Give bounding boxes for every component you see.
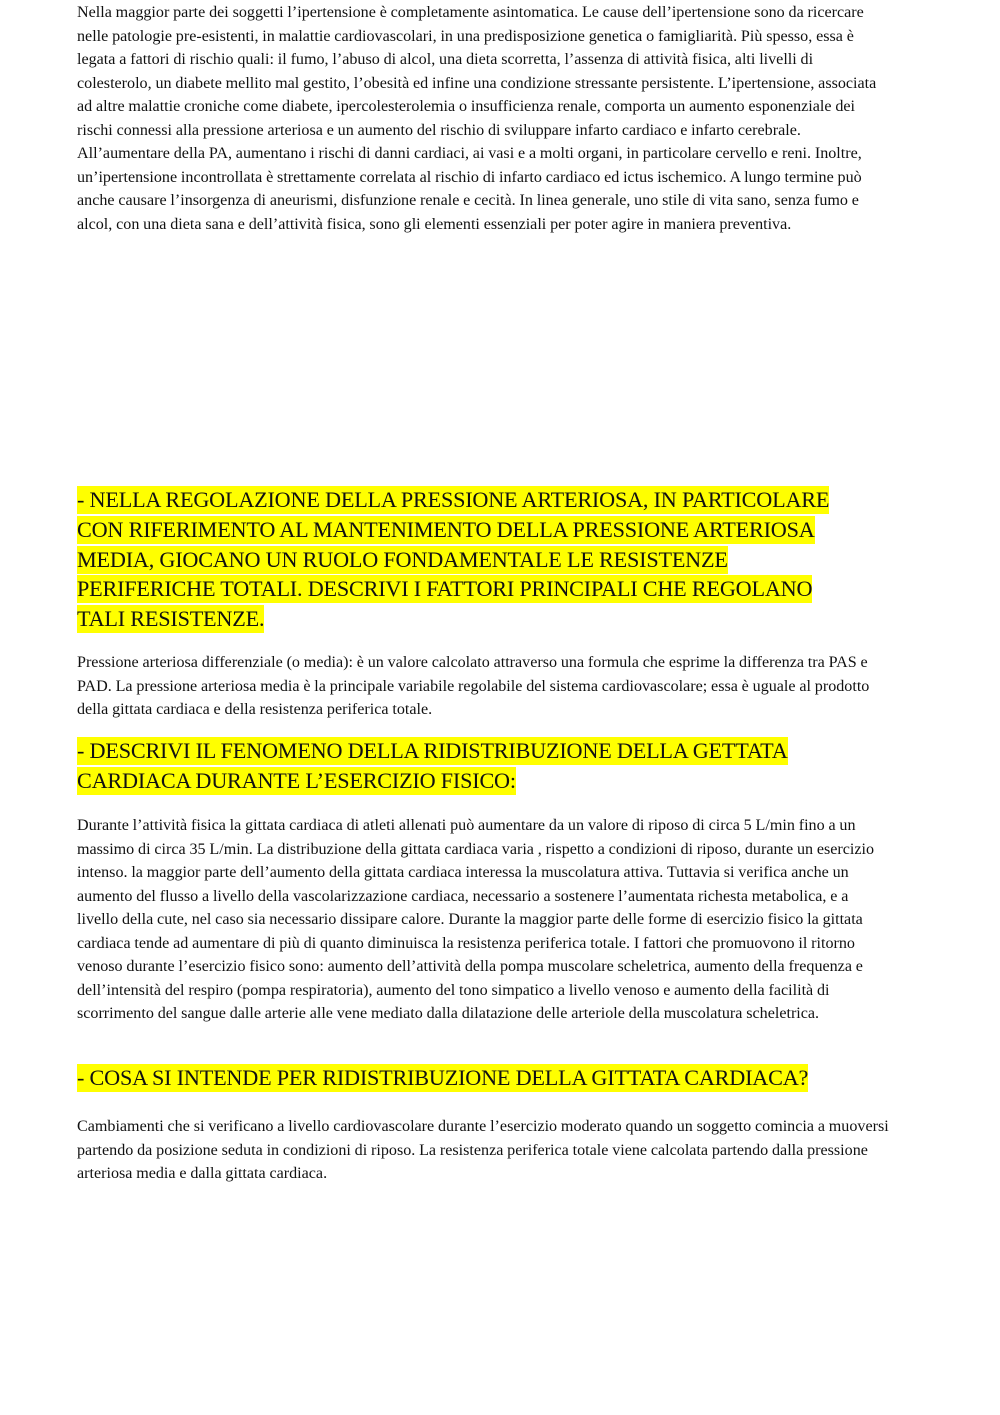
highlighted-heading-text: - NELLA REGOLAZIONE DELLA PRESSIONE ARTERIOSA, IN PARTICOLARE CON RIFERIMENTO AL MANTENIMENTO DELLA PRESSIONE ARTERIOSA MEDIA, GIOCANO UN RUOLO FONDAMENTALE LE RESISTENZE PERIFERICHE TOTALI. DESCRIVI I FATTORI PRINCIPALI CHE REGOLANO TALI RESISTENZE. [77,487,830,632]
blank-space [77,290,877,470]
intro-paragraph: Nella maggior parte dei soggetti l’ipertensione è completamente asintomatica. Le cause dell’ipertensione sono da ricercare nelle patologie pre-esistenti, in malattie cardiovascolari, in una predisposizione genetica o famigliarità. Più spesso, essa è legata a fattori di rischio quali: il fumo, l’abuso di alcol, una dieta scorretta, l’assenza di attività fisica, alti livelli di colesterolo, un diabete mellito mal gestito, l’obesità ed infine una condizione stressante persistente. L’ipertensione, associata ad altre malattie croniche come diabete, ipercolesterolemia o insufficienza renale, comporta un aumento esponenziale dei rischi connessi alla pressione arteriosa e un aumento del rischio di sviluppare infarto cardiaco e infarto cerebrale. All’aumentare della PA, aumentano i rischi di danni cardiaci, ai vasi e a molti organi, in particolare cervello e reni. Inoltre, un’ipertensione incontrollata è strettamente correlata al rischio di infarto cardiaco ed ictus ischemico. A lungo termine può anche causare l’insorgenza di aneurismi, disfunzione renale e cecità. In linea generale, uno stile di vita sano, senza fumo e alcol, con una dieta sana e dell’attività fisica, sono gli elementi essenziali per poter agire in maniera preventiva. [77,4,877,233]
section-heading-ridistribuzione-esercizio [77,736,817,796]
section-heading-resistenze [77,485,837,634]
section-heading-ridistribuzione-definizione [77,1063,877,1093]
highlighted-heading-text: - COSA SI INTENDE PER RIDISTRIBUZIONE DELLA GITTATA CARDIACA? [77,1065,809,1090]
section-body-ridistribuzione-definizione: Cambiamenti che si verificano a livello cardiovascolare durante l’esercizio moderato quando un soggetto comincia a muoversi partendo da posizione seduta in condizioni di riposo. La resistenza periferica totale viene calcolata partendo dalla pressione arteriosa media e dalla gittata cardiaca. [77,1118,889,1182]
highlighted-heading-text: - DESCRIVI IL FENOMENO DELLA RIDISTRIBUZIONE DELLA GETTATA CARDIACA DURANTE L’ESERCIZIO FISICO: [77,738,788,793]
section-body-ridistribuzione-esercizio: Durante l’attività fisica la gittata cardiaca di atleti allenati può aumentare da un valore di riposo di circa 5 L/min fino a un massimo di circa 35 L/min. La distribuzione della gittata cardiaca varia , rispetto a condizioni di riposo, durante un esercizio intenso. la maggior parte dell’aumento della gittata cardiaca interessa la muscolatura attiva. Tuttavia si verifica anche un aumento del flusso a livello della vascolarizzazione cardiaca, necessario a sostenere l’aumentata richesta metabolica, e a livello della cute, nel caso sia necessario dissipare calore. Durante la maggior parte delle forme di esercizio fisico la gittata cardiaca tende ad aumentare di più di quanto diminuisca la resistenza periferica totale. I fattori che promuovono il ritorno venoso durante l’esercizio fisico sono: aumento dell’attività della pompa muscolare scheletrica, aumento della frequenza e dell’intensità del respiro (pompa respiratoria), aumento del tono simpatico a livello venoso e aumento della facilità di scorrimento del sangue dalle arterie alle vene mediato dalla dilatazione delle arteriole della muscolatura scheletrica. [77,817,875,1022]
section-body-resistenze: Pressione arteriosa differenziale (o media): è un valore calcolato attraverso una formula che esprime la differenza tra PAS e PAD. La pressione arteriosa media è la principale variabile regolabile del sistema cardiovascolare; essa è uguale al prodotto della gittata cardiaca e della resistenza periferica totale. [77,654,870,718]
